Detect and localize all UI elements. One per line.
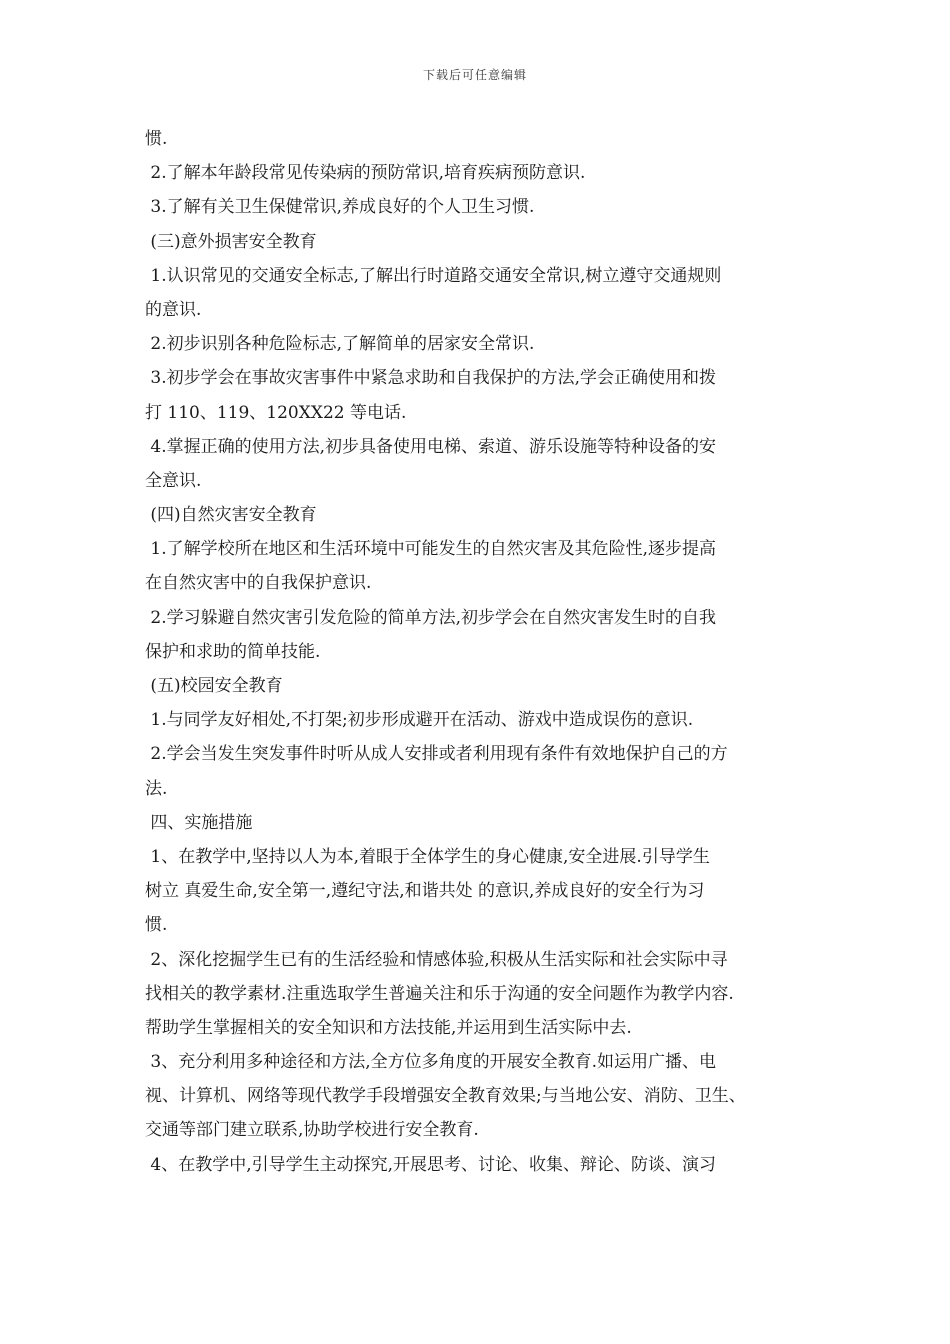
text-line: 找相关的教学素材.注重选取学生普遍关注和乐于沟通的安全问题作为教学内容.	[145, 983, 734, 1004]
text-line: 交通等部门建立联系,协助学校进行安全教育.	[145, 1120, 479, 1141]
text-line: 的意识.	[145, 299, 202, 320]
text-line: 2.了解本年龄段常见传染病的预防常识,培育疾病预防意识.	[145, 163, 586, 184]
text-line: 1.了解学校所在地区和生活环境中可能发生的自然灾害及其危险性,逐步提高	[145, 539, 717, 560]
text-line: 帮助学生掌握相关的安全知识和方法技能,并运用到生活实际中去.	[145, 1017, 632, 1038]
text-line: 3、充分利用多种途径和方法,全方位多角度的开展安全教育.如运用广播、电	[145, 1052, 717, 1073]
section-heading: 四、实施措施	[145, 812, 253, 833]
section-heading: (五)校园安全教育	[145, 676, 283, 696]
text-line: 1.与同学友好相处,不打架;初步形成避开在活动、游戏中造成误伤的意识.	[145, 710, 694, 731]
text-line: 2、深化挖掘学生已有的生活经验和情感体验,积极从生活实际和社会实际中寻	[145, 949, 728, 970]
section-heading: (四)自然灾害安全教育	[145, 505, 317, 526]
text-line: 3.初步学会在事故灾害事件中紧急求助和自我保护的方法,学会正确使用和拨	[145, 368, 717, 389]
document-body	[145, 122, 805, 1182]
text-line: 1.认识常见的交通安全标志,了解出行时道路交通安全常识,树立遵守交通规则	[145, 265, 722, 286]
text-line: 3.了解有关卫生保健常识,养成良好的个人卫生习惯.	[145, 197, 535, 218]
text-line: 视、计算机、网络等现代教学手段增强安全教育效果;与当地公安、消防、卫生、	[145, 1086, 746, 1107]
text-line: 4.掌握正确的使用方法,初步具备使用电梯、索道、游乐设施等特种设备的安	[145, 436, 717, 457]
text-line: 法.	[145, 778, 168, 799]
text-line: 4、在教学中,引导学生主动探究,开展思考、讨论、收集、辩论、防谈、演习	[145, 1154, 717, 1175]
text-line: 2.初步识别各种危险标志,了解简单的居家安全常识.	[145, 334, 535, 355]
page-header: 下载后可任意编辑	[422, 68, 527, 82]
text-line: 1、在教学中,坚持以人为本,着眼于全体学生的身心健康,安全进展.引导学生	[145, 846, 710, 867]
text-line: 打 110、119、120XX22 等电话.	[145, 402, 407, 423]
text-line: 在自然灾害中的自我保护意识.	[145, 573, 372, 594]
text-line: 惯.	[145, 915, 168, 936]
text-line: 全意识.	[145, 470, 202, 491]
text-line: 惯.	[145, 129, 168, 149]
text-line: 2.学习躲避自然灾害引发危险的简单方法,初步学会在自然灾害发生时的自我	[145, 607, 717, 628]
text-line: 保护和求助的简单技能.	[145, 641, 321, 662]
text-line: 2.学会当发生突发事件时听从成人安排或者利用现有条件有效地保护自己的方	[145, 744, 728, 765]
text-line: 树立 真爱生命,安全第一,遵纪守法,和谐共处 的意识,养成良好的安全行为习	[145, 881, 705, 902]
section-heading: (三)意外损害安全教育	[145, 231, 317, 252]
